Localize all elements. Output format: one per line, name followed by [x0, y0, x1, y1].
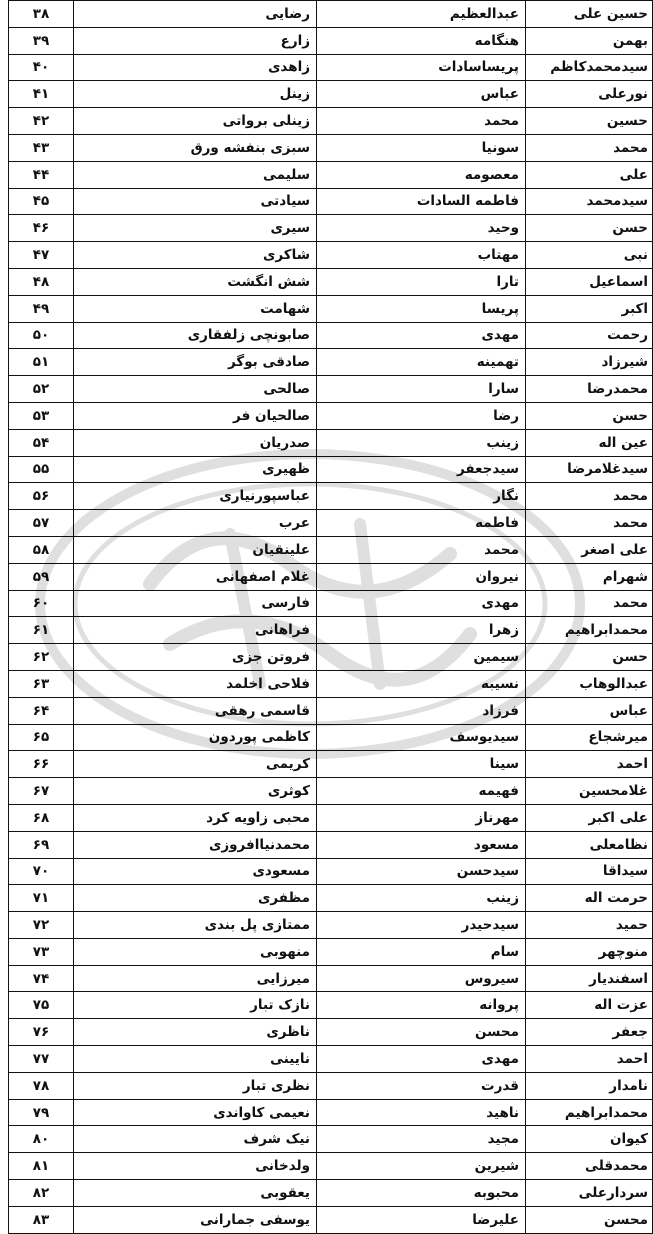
first-name-cell: فرزاد	[317, 697, 526, 724]
father-name-cell: شهرام	[526, 563, 653, 590]
row-number: ۴۹	[9, 295, 74, 322]
first-name-cell: زینب	[317, 885, 526, 912]
first-name-cell: سیمین	[317, 644, 526, 671]
row-number: ۷۲	[9, 912, 74, 939]
last-name-cell: کاظمی پوردون	[74, 724, 317, 751]
table-row	[9, 670, 653, 697]
first-name-cell: سیدحیدر	[317, 912, 526, 939]
last-name-cell: صالحیان فر	[74, 402, 317, 429]
first-name-cell: تهمینه	[317, 349, 526, 376]
first-name-cell: وحید	[317, 215, 526, 242]
father-name-cell: حسن	[526, 402, 653, 429]
first-name-cell: سینا	[317, 751, 526, 778]
last-name-cell: عباسپورنیاری	[74, 483, 317, 510]
last-name-cell: یعقوبی	[74, 1180, 317, 1207]
row-number: ۶۹	[9, 831, 74, 858]
last-name-cell: نایینی	[74, 1046, 317, 1073]
name-table	[8, 0, 653, 1234]
table-body	[9, 1, 653, 1234]
table-row	[9, 81, 653, 108]
last-name-cell: میرزایی	[74, 965, 317, 992]
first-name-cell: نیروان	[317, 563, 526, 590]
row-number: ۵۱	[9, 349, 74, 376]
first-name-cell: ناهید	[317, 1099, 526, 1126]
table-row	[9, 402, 653, 429]
first-name-cell: هنگامه	[317, 27, 526, 54]
row-number: ۶۳	[9, 670, 74, 697]
table-row	[9, 1126, 653, 1153]
row-number: ۴۷	[9, 242, 74, 269]
row-number: ۴۵	[9, 188, 74, 215]
table-row	[9, 1206, 653, 1233]
row-number: ۷۹	[9, 1099, 74, 1126]
first-name-cell: پریسا	[317, 295, 526, 322]
last-name-cell: قاسمی رهقی	[74, 697, 317, 724]
table-row	[9, 590, 653, 617]
first-name-cell: سونیا	[317, 134, 526, 161]
row-number: ۵۰	[9, 322, 74, 349]
first-name-cell: محمد	[317, 108, 526, 135]
row-number: ۵۴	[9, 429, 74, 456]
first-name-cell: علیرضا	[317, 1206, 526, 1233]
row-number: ۷۵	[9, 992, 74, 1019]
father-name-cell: محمد	[526, 134, 653, 161]
row-number: ۳۸	[9, 1, 74, 28]
table-row	[9, 54, 653, 81]
last-name-cell: ناظری	[74, 1019, 317, 1046]
last-name-cell: منهوبی	[74, 938, 317, 965]
first-name-cell: مهدی	[317, 322, 526, 349]
table-row	[9, 215, 653, 242]
father-name-cell: محمدرضا	[526, 376, 653, 403]
last-name-cell: صابونچی زلفقاری	[74, 322, 317, 349]
father-name-cell: سیدمحمدکاظم	[526, 54, 653, 81]
father-name-cell: عزت اله	[526, 992, 653, 1019]
row-number: ۴۸	[9, 268, 74, 295]
last-name-cell: کوثری	[74, 778, 317, 805]
row-number: ۵۵	[9, 456, 74, 483]
row-number: ۵۷	[9, 510, 74, 537]
last-name-cell: سیری	[74, 215, 317, 242]
table-row	[9, 1019, 653, 1046]
first-name-cell: محمد	[317, 536, 526, 563]
table-row	[9, 778, 653, 805]
father-name-cell: محمدابراهیم	[526, 1099, 653, 1126]
last-name-cell: زارع	[74, 27, 317, 54]
father-name-cell: علی اصغر	[526, 536, 653, 563]
last-name-cell: صادقی بوگر	[74, 349, 317, 376]
father-name-cell: سیداقا	[526, 858, 653, 885]
row-number: ۸۲	[9, 1180, 74, 1207]
last-name-cell: علینقیان	[74, 536, 317, 563]
last-name-cell: صدریان	[74, 429, 317, 456]
table-row	[9, 376, 653, 403]
father-name-cell: بهمن	[526, 27, 653, 54]
last-name-cell: رضایی	[74, 1, 317, 28]
table-row	[9, 322, 653, 349]
row-number: ۵۲	[9, 376, 74, 403]
father-name-cell: عین اله	[526, 429, 653, 456]
last-name-cell: سلیمی	[74, 161, 317, 188]
first-name-cell: نگار	[317, 483, 526, 510]
row-number: ۷۳	[9, 938, 74, 965]
father-name-cell: حسین علی	[526, 1, 653, 28]
table-row	[9, 295, 653, 322]
father-name-cell: علی اکبر	[526, 804, 653, 831]
first-name-cell: فاطمه	[317, 510, 526, 537]
first-name-cell: پروانه	[317, 992, 526, 1019]
last-name-cell: زاهدی	[74, 54, 317, 81]
first-name-cell: معصومه	[317, 161, 526, 188]
last-name-cell: فلاحی اخلمد	[74, 670, 317, 697]
table-row	[9, 885, 653, 912]
table-row	[9, 134, 653, 161]
row-number: ۶۶	[9, 751, 74, 778]
row-number: ۷۴	[9, 965, 74, 992]
first-name-cell: محسن	[317, 1019, 526, 1046]
table-row	[9, 1, 653, 28]
father-name-cell: حمید	[526, 912, 653, 939]
father-name-cell: عباس	[526, 697, 653, 724]
table-row	[9, 751, 653, 778]
last-name-cell: شش انگشت	[74, 268, 317, 295]
last-name-cell: شاکری	[74, 242, 317, 269]
father-name-cell: میرشجاع	[526, 724, 653, 751]
first-name-cell: مسعود	[317, 831, 526, 858]
father-name-cell: محسن	[526, 1206, 653, 1233]
father-name-cell: نامدار	[526, 1072, 653, 1099]
first-name-cell: پریساسادات	[317, 54, 526, 81]
row-number: ۶۷	[9, 778, 74, 805]
table-row	[9, 27, 653, 54]
father-name-cell: شیرزاد	[526, 349, 653, 376]
father-name-cell: اکبر	[526, 295, 653, 322]
first-name-cell: عباس	[317, 81, 526, 108]
first-name-cell: زینب	[317, 429, 526, 456]
father-name-cell: احمد	[526, 751, 653, 778]
table-row	[9, 965, 653, 992]
row-number: ۶۸	[9, 804, 74, 831]
first-name-cell: محبوبه	[317, 1180, 526, 1207]
first-name-cell: مجید	[317, 1126, 526, 1153]
father-name-cell: حسین	[526, 108, 653, 135]
last-name-cell: غلام اصفهانی	[74, 563, 317, 590]
father-name-cell: رحمت	[526, 322, 653, 349]
first-name-cell: سیدیوسف	[317, 724, 526, 751]
row-number: ۶۵	[9, 724, 74, 751]
father-name-cell: محمدقلی	[526, 1153, 653, 1180]
row-number: ۷۶	[9, 1019, 74, 1046]
last-name-cell: زینل	[74, 81, 317, 108]
row-number: ۷۱	[9, 885, 74, 912]
row-number: ۵۶	[9, 483, 74, 510]
table-row	[9, 938, 653, 965]
row-number: ۸۳	[9, 1206, 74, 1233]
row-number: ۴۰	[9, 54, 74, 81]
father-name-cell: محمد	[526, 590, 653, 617]
first-name-cell: فهیمه	[317, 778, 526, 805]
table-row	[9, 1046, 653, 1073]
row-number: ۵۹	[9, 563, 74, 590]
row-number: ۵۸	[9, 536, 74, 563]
first-name-cell: رضا	[317, 402, 526, 429]
table-row	[9, 617, 653, 644]
father-name-cell: سیدمحمد	[526, 188, 653, 215]
table-row	[9, 1099, 653, 1126]
table-row	[9, 992, 653, 1019]
table-row	[9, 724, 653, 751]
last-name-cell: نعیمی کاواندی	[74, 1099, 317, 1126]
table-row	[9, 912, 653, 939]
first-name-cell: زهرا	[317, 617, 526, 644]
last-name-cell: فروتن جزی	[74, 644, 317, 671]
father-name-cell: حسن	[526, 215, 653, 242]
first-name-cell: تارا	[317, 268, 526, 295]
row-number: ۸۰	[9, 1126, 74, 1153]
table-row	[9, 268, 653, 295]
first-name-cell: مهدی	[317, 1046, 526, 1073]
first-name-cell: سیدجعفر	[317, 456, 526, 483]
row-number: ۶۲	[9, 644, 74, 671]
father-name-cell: حرمت اله	[526, 885, 653, 912]
row-number: ۳۹	[9, 27, 74, 54]
table-row	[9, 161, 653, 188]
first-name-cell: سام	[317, 938, 526, 965]
last-name-cell: نازک تبار	[74, 992, 317, 1019]
father-name-cell: احمد	[526, 1046, 653, 1073]
last-name-cell: شهامت	[74, 295, 317, 322]
row-number: ۴۳	[9, 134, 74, 161]
table-row	[9, 536, 653, 563]
row-number: ۷۸	[9, 1072, 74, 1099]
table-row	[9, 510, 653, 537]
table-row	[9, 1180, 653, 1207]
last-name-cell: مسعودی	[74, 858, 317, 885]
father-name-cell: جعفر	[526, 1019, 653, 1046]
last-name-cell: ظهیری	[74, 456, 317, 483]
father-name-cell: نبی	[526, 242, 653, 269]
last-name-cell: نظری تبار	[74, 1072, 317, 1099]
row-number: ۴۶	[9, 215, 74, 242]
father-name-cell: نورعلی	[526, 81, 653, 108]
table-row	[9, 1072, 653, 1099]
table-row	[9, 1153, 653, 1180]
row-number: ۷۰	[9, 858, 74, 885]
father-name-cell: کیوان	[526, 1126, 653, 1153]
last-name-cell: سیادتی	[74, 188, 317, 215]
row-number: ۴۲	[9, 108, 74, 135]
row-number: ۶۴	[9, 697, 74, 724]
last-name-cell: کریمی	[74, 751, 317, 778]
table-row	[9, 563, 653, 590]
first-name-cell: عبدالعظیم	[317, 1, 526, 28]
table-row	[9, 349, 653, 376]
table-row	[9, 644, 653, 671]
father-name-cell: نظامعلی	[526, 831, 653, 858]
father-name-cell: سیدغلامرضا	[526, 456, 653, 483]
father-name-cell: اسفندیار	[526, 965, 653, 992]
table-row	[9, 188, 653, 215]
table-row	[9, 804, 653, 831]
last-name-cell: صالحی	[74, 376, 317, 403]
row-number: ۶۰	[9, 590, 74, 617]
father-name-cell: محمد	[526, 510, 653, 537]
table-row	[9, 483, 653, 510]
row-number: ۵۳	[9, 402, 74, 429]
last-name-cell: ولدخانی	[74, 1153, 317, 1180]
first-name-cell: شیرین	[317, 1153, 526, 1180]
first-name-cell: مهتاب	[317, 242, 526, 269]
first-name-cell: نسیبه	[317, 670, 526, 697]
father-name-cell: اسماعیل	[526, 268, 653, 295]
table-row	[9, 108, 653, 135]
table-row	[9, 831, 653, 858]
first-name-cell: مهدی	[317, 590, 526, 617]
father-name-cell: سردارعلی	[526, 1180, 653, 1207]
last-name-cell: محمدنیاافروزی	[74, 831, 317, 858]
father-name-cell: حسن	[526, 644, 653, 671]
table-row	[9, 858, 653, 885]
row-number: ۸۱	[9, 1153, 74, 1180]
father-name-cell: محمد	[526, 483, 653, 510]
first-name-cell: مهرناز	[317, 804, 526, 831]
first-name-cell: قدرت	[317, 1072, 526, 1099]
father-name-cell: غلامحسین	[526, 778, 653, 805]
row-number: ۴۴	[9, 161, 74, 188]
last-name-cell: زینلی برواتی	[74, 108, 317, 135]
first-name-cell: سارا	[317, 376, 526, 403]
table-row	[9, 429, 653, 456]
row-number: ۶۱	[9, 617, 74, 644]
table-row	[9, 697, 653, 724]
last-name-cell: سبزی بنفشه ورق	[74, 134, 317, 161]
last-name-cell: نیک شرف	[74, 1126, 317, 1153]
table-row	[9, 456, 653, 483]
row-number: ۷۷	[9, 1046, 74, 1073]
first-name-cell: سیدحسن	[317, 858, 526, 885]
last-name-cell: فراهانی	[74, 617, 317, 644]
last-name-cell: مظفری	[74, 885, 317, 912]
father-name-cell: عبدالوهاب	[526, 670, 653, 697]
first-name-cell: فاطمه السادات	[317, 188, 526, 215]
last-name-cell: یوسفی جمارانی	[74, 1206, 317, 1233]
table-row	[9, 242, 653, 269]
father-name-cell: محمدابراهیم	[526, 617, 653, 644]
last-name-cell: عرب	[74, 510, 317, 537]
first-name-cell: سیروس	[317, 965, 526, 992]
name-list-sheet	[8, 0, 648, 1234]
last-name-cell: محبی زاویه کرد	[74, 804, 317, 831]
row-number: ۴۱	[9, 81, 74, 108]
last-name-cell: فارسی	[74, 590, 317, 617]
father-name-cell: علی	[526, 161, 653, 188]
last-name-cell: ممتازی پل بندی	[74, 912, 317, 939]
father-name-cell: منوچهر	[526, 938, 653, 965]
